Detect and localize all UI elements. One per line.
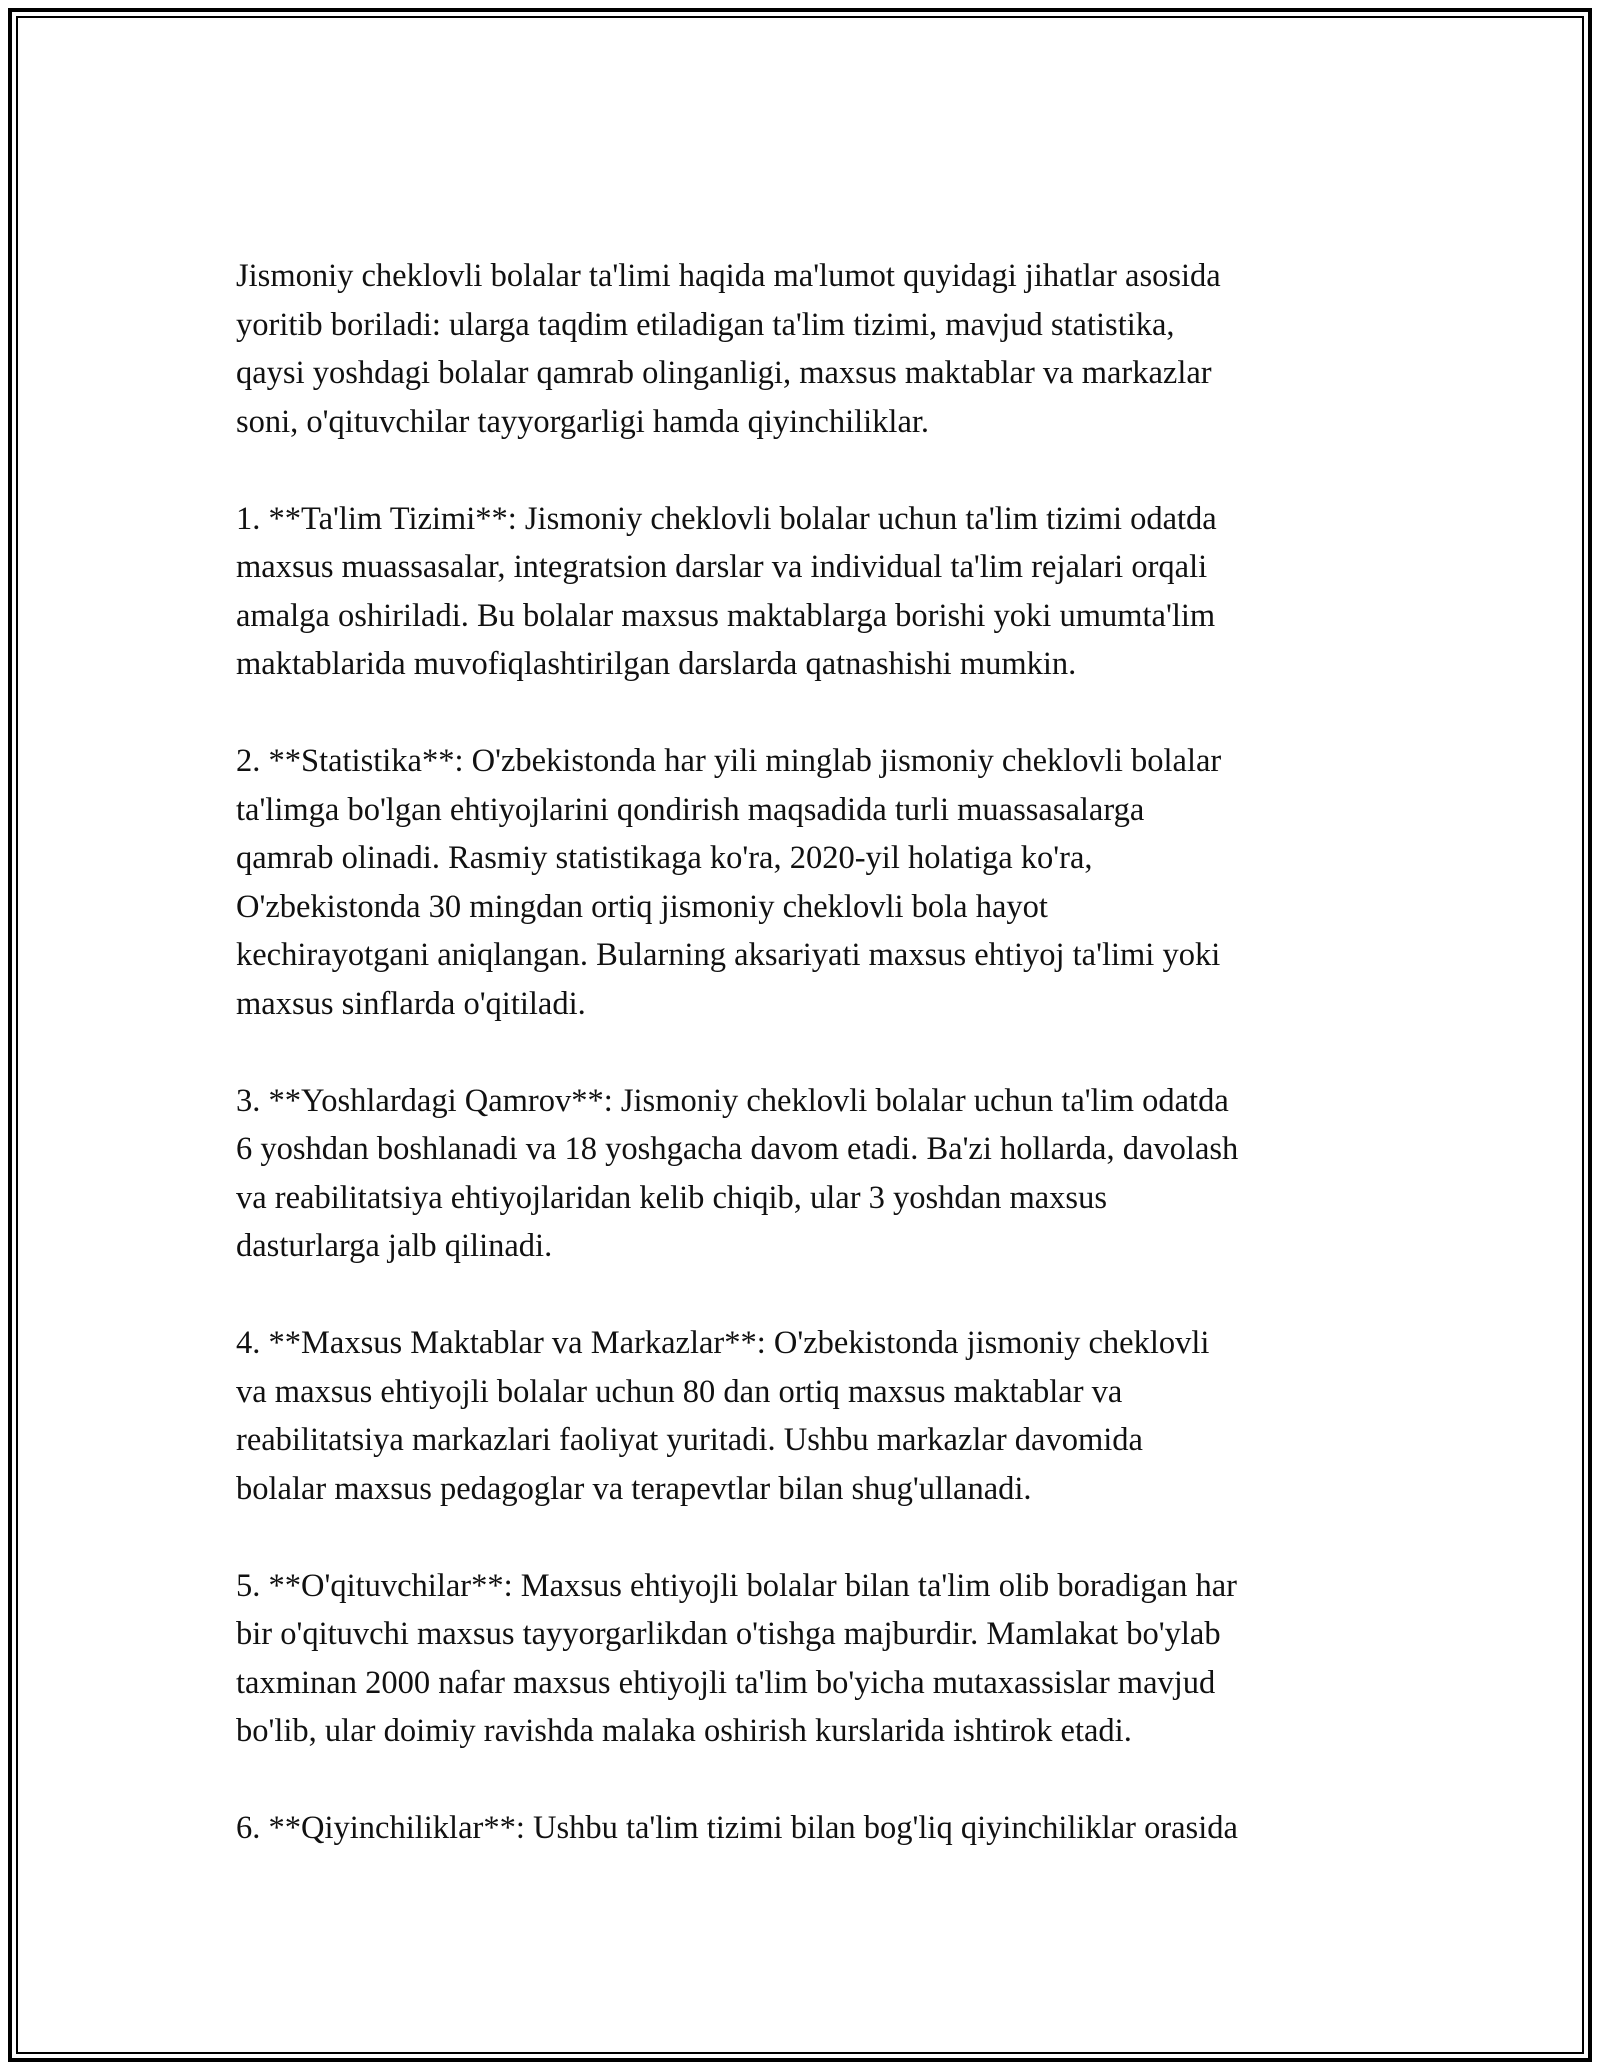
paragraph-talim-tizimi: 1. **Ta'lim Tizimi**: Jismoniy cheklovli bolalar uchun ta'lim tizimi odatda maxsus muassasalar, integratsion darslar va individual ta'lim rejalari orqali amalga oshiriladi. Bu bolalar maxsus maktablarga borishi yoki umumta'lim maktablarida muvofiqlashtirilgan darslarda qatnashishi mumkin. xyxy=(236,500,1217,682)
document-body xyxy=(236,252,1386,1853)
paragraph-statistika: 2. **Statistika**: O'zbekistonda har yili minglab jismoniy cheklovli bolalar ta'limga bo'lgan ehtiyojlarini qondirish maqsadida turli muassasalarga qamrab olinadi. Rasmiy statistikaga ko'ra, 2020-yil holatiga ko'ra, O'zbekistonda 30 mingdan ortiq jismoniy cheklovli bola hayot kechirayotgani aniqlangan. Bularning aksariyati maxsus ehtiyoj ta'limi yoki maxsus sinflarda o'qitiladi. xyxy=(236,743,1222,1022)
paragraph-oqituvchilar: 5. **O'qituvchilar**: Maxsus ehtiyojli bolalar bilan ta'lim olib boradigan har bir o'qituvchi maxsus tayyorgarlikdan o'tishga majburdir. Mamlakat bo'ylab taxminan 2000 nafar maxsus ehtiyojli ta'lim bo'yicha mutaxassislar mavjud bo'lib, ular doimiy ravishda malaka oshirish kurslarida ishtirok etadi. xyxy=(236,1567,1237,1749)
intro-paragraph: Jismoniy cheklovli bolalar ta'limi haqida ma'lumot quyidagi jihatlar asosida yoritib boriladi: ularga taqdim etiladigan ta'lim tizimi, mavjud statistika, qaysi yoshdagi bolalar qamrab olinganligi, maxsus maktablar va markazlar soni, o'qituvchilar tayyorgarligi hamda qiyinchiliklar. xyxy=(236,258,1221,440)
paragraph-yoshlardagi-qamrov: 3. **Yoshlardagi Qamrov**: Jismoniy cheklovli bolalar uchun ta'lim odatda 6 yoshdan boshlanadi va 18 yoshgacha davom etadi. Ba'zi hollarda, davolash va reabilitatsiya ehtiyojlaridan kelib chiqib, ular 3 yoshdan maxsus dasturlarga jalb qilinadi. xyxy=(236,1082,1239,1264)
paragraph-maxsus-maktablar: 4. **Maxsus Maktablar va Markazlar**: O'zbekistonda jismoniy cheklovli va maxsus ehtiyojli bolalar uchun 80 dan ortiq maxsus maktablar va reabilitatsiya markazlari faoliyat yuritadi. Ushbu markazlar davomida bolalar maxsus pedagoglar va terapevtlar bilan shug'ullanadi. xyxy=(236,1325,1210,1507)
paragraph-qiyinchiliklar: 6. **Qiyinchiliklar**: Ushbu ta'lim tizimi bilan bog'liq qiyinchiliklar orasida xyxy=(236,1810,1238,1846)
